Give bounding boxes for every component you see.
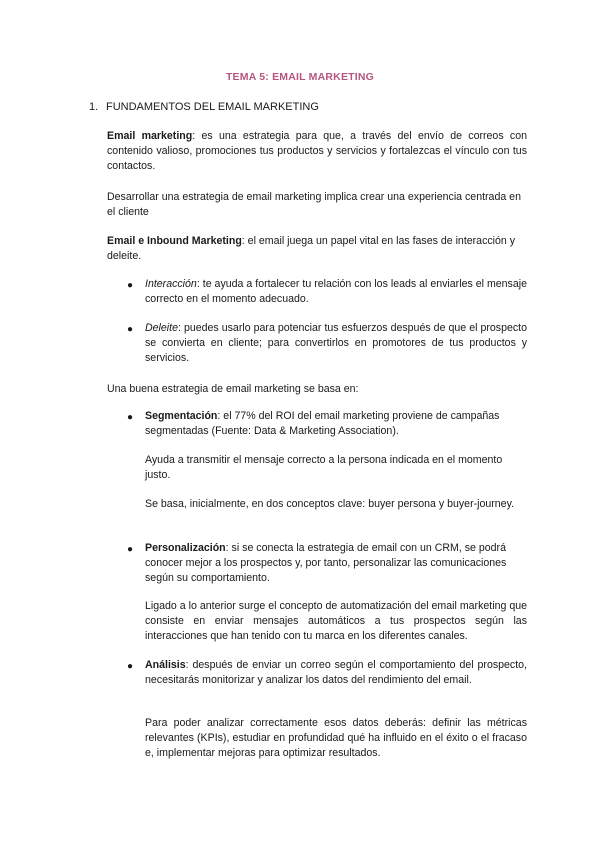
analisis-detail: Para poder analizar correctamente esos datos deberás: definir las métricas relevantes (KPIs), estudiar en profundidad qué ha influido en el éxito o el fracaso e, implementar mejoras para optimizar resultados.: [145, 717, 527, 760]
bullet-icon: ●: [127, 324, 134, 335]
bullet-interaccion: Interacción: te ayuda a fortalecer tu relación con los leads al enviarles el mensaje correcto en el momento adecuado.: [145, 278, 527, 306]
bullet-segmentacion: Segmentación: el 77% del ROI del email marketing proviene de campañas segmentadas (Fuente: Data & Marketing Association).: [145, 410, 500, 438]
term-segmentacion: Segmentación: [145, 410, 218, 422]
bullet-icon: ●: [127, 280, 134, 291]
bullet-icon: ●: [127, 412, 134, 423]
bullet-icon: ●: [127, 544, 134, 555]
term-email-marketing: Email marketing: [107, 130, 193, 142]
term-analisis: Análisis: [145, 659, 186, 671]
paragraph-strategy: Desarrollar una estrategia de email marketing implica crear una experiencia centrada en el cliente: [107, 191, 521, 219]
bullet-analisis: Análisis: después de enviar un correo según el comportamiento del prospecto, necesitarás monitorizar y analizar los datos del rendimiento del email.: [145, 659, 527, 687]
term-inbound: Email e Inbound Marketing: [107, 235, 242, 247]
segmentacion-detail-1: Ayuda a transmitir el mensaje correcto a la persona indicada en el momento justo.: [145, 454, 503, 482]
section-heading: [89, 101, 319, 113]
term-personalizacion: Personalización: [145, 542, 226, 554]
paragraph-inbound: Email e Inbound Marketing: el email juega un papel vital en las fases de interacción y deleite.: [107, 235, 516, 263]
page-title: TEMA 5: EMAIL MARKETING: [225, 71, 375, 83]
bullet-personalizacion: Personalización: si se conecta la estrategia de email con un CRM, se podrá conocer mejor a los prospectos y, por tanto, personalizar las comunicaciones según su comportamiento.: [145, 542, 507, 585]
bullet-icon: ●: [127, 661, 134, 672]
term-deleite: Deleite: [145, 322, 178, 334]
segmentacion-detail-2: Se basa, inicialmente, en dos conceptos clave: buyer persona y buyer-journey.: [145, 498, 515, 510]
section-number: 1.: [89, 101, 99, 113]
paragraph-basis: Una buena estrategia de email marketing se basa en:: [107, 383, 359, 395]
bullet-deleite: Deleite: puedes usarlo para potenciar tus esfuerzos después de que el prospecto se convierta en cliente; para convertirlos en promotores de tus productos y servicios.: [145, 322, 527, 365]
section-title: FUNDAMENTOS DEL EMAIL MARKETING: [106, 101, 319, 113]
personalizacion-detail: Ligado a lo anterior surge el concepto de automatización del email marketing que consiste en enviar mensajes automáticos a tus prospectos según las interacciones que han tenido con tu marca en los diferentes canales.: [145, 600, 527, 643]
term-interaccion: Interacción: [145, 278, 197, 290]
paragraph-email-marketing: Email marketing: es una estrategia para que, a través del envío de correos con contenido valioso, promociones tus productos y servicios y fortalezcas el vínculo con tus contactos.: [107, 130, 527, 173]
